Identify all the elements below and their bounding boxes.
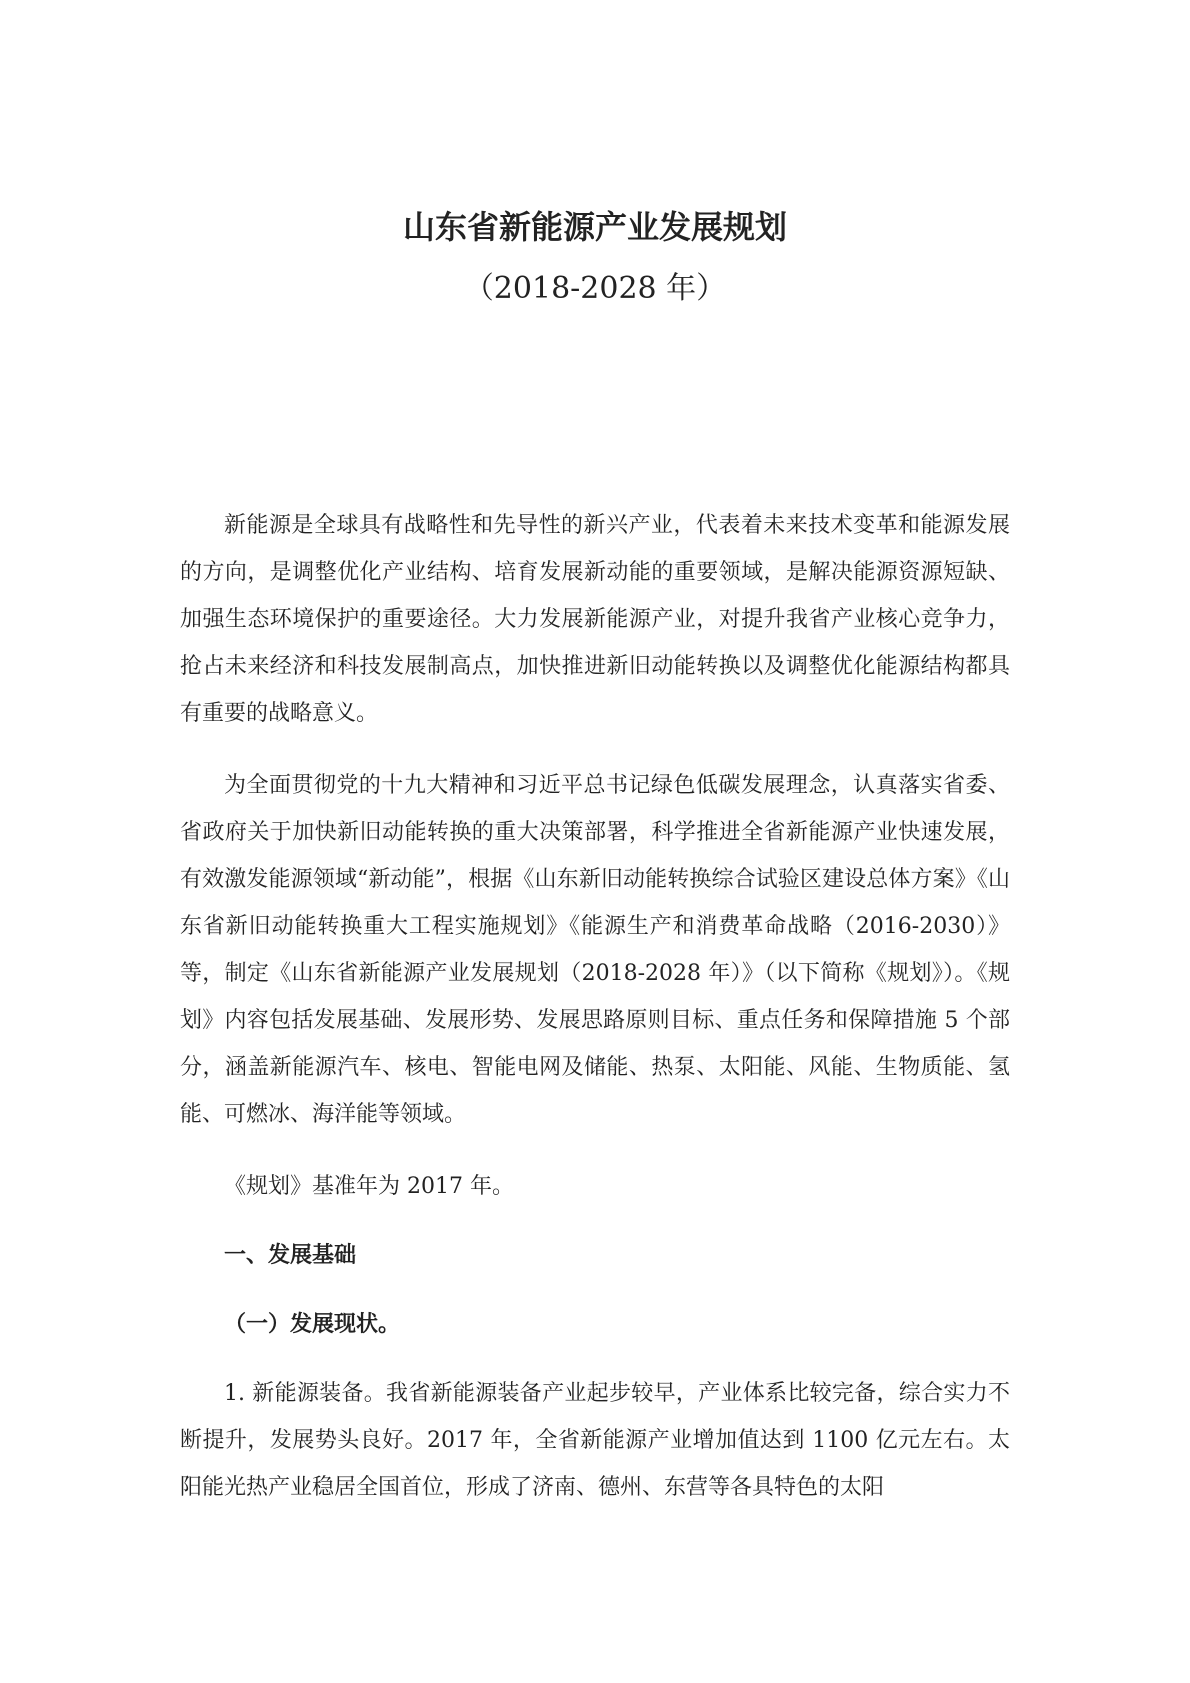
subsection-heading: （一）发展现状。 bbox=[224, 1311, 401, 1337]
paragraph-intro: 新能源是全球具有战略性和先导性的新兴产业，代表着未来技术变革和能源发展的方向，是调整优化产业结构、培育发展新动能的重要领域，是解决能源资源短缺、加强生态环境保护的重要途径。大力发展新能源产业，对提升我省产业核心竞争力，抢占未来经济和科技发展制高点，加快推进新旧动能转换以及调整优化能源结构都具有重要的战略意义。 bbox=[180, 513, 1010, 726]
section-heading: 一、发展基础 bbox=[224, 1243, 357, 1268]
paragraph-purpose: 为全面贯彻党的十九大精神和习近平总书记绿色低碳发展理念，认真落实省委、省政府关于加快新旧动能转换的重大决策部署，科学推进全省新能源产业快速发展，有效激发能源领域“新动能”，根据《山东新旧动能转换综合试验区建设总体方案》《山东省新旧动能转换重大工程实施规划》《能源生产和消费革命战略（2016-2030）》等，制定《山东省新能源产业发展规划（2018-2028 年）》（以下简称《规划》）。《规划》内容包括发展基础、发展形势、发展思路原则目标、重点任务和保障措施 5 个部分，涵盖新能源汽车、核电、智能电网及储能、热泵、太阳能、风能、生物质能、氢能、可燃冰、海洋能等领域。 bbox=[180, 773, 1010, 1127]
document-subtitle: （2018-2028 年） bbox=[463, 271, 727, 306]
document-title: 山东省新能源产业发展规划 bbox=[402, 208, 787, 246]
document-body bbox=[180, 502, 1010, 1511]
paragraph-equipment: 1. 新能源装备。我省新能源装备产业起步较早，产业体系比较完备，综合实力不断提升，发展势头良好。2017 年，全省新能源产业增加值达到 1100 亿元左右。太阳能光热产业稳居全国首位，形成了济南、德州、东营等各具特色的太阳 bbox=[180, 1381, 1010, 1500]
paragraph-base-year: 《规划》基准年为 2017 年。 bbox=[224, 1174, 514, 1199]
